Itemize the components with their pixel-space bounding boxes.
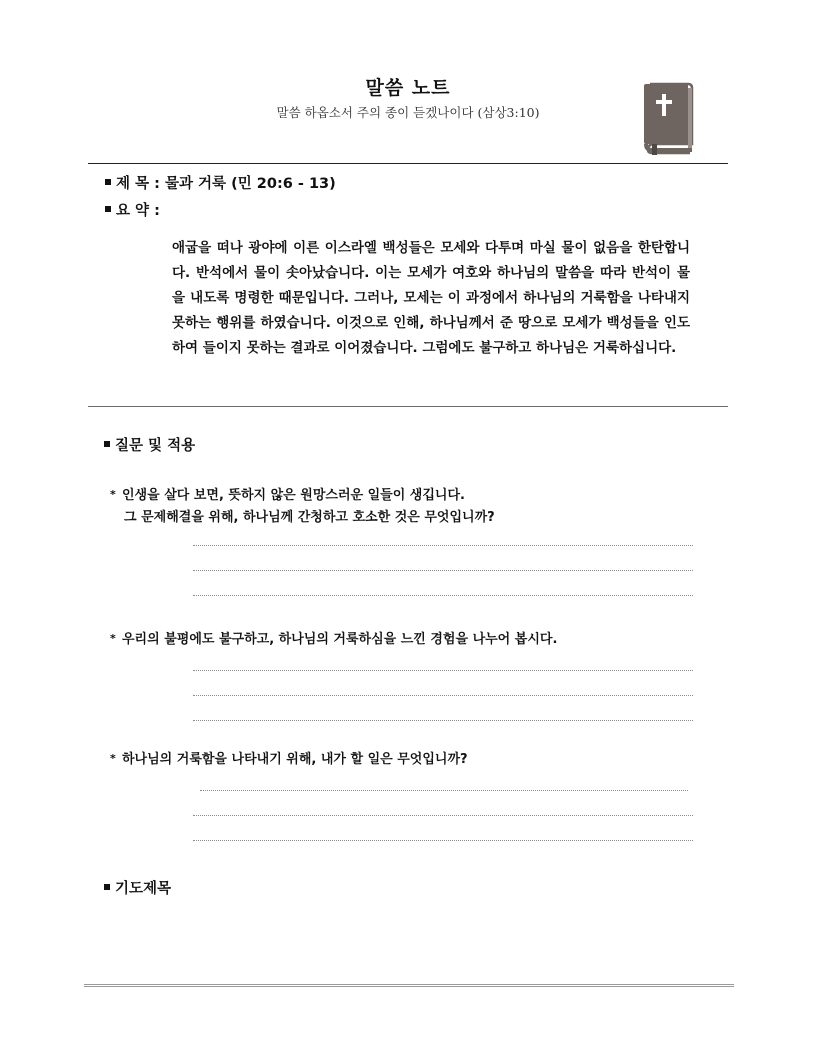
asterisk-bullet: *: [110, 632, 116, 645]
answer-line[interactable]: [193, 545, 693, 546]
question-text: 인생을 살다 보면, 뜻하지 않은 원망스러운 일들이 생깁니다.: [122, 488, 465, 503]
page-subtitle-verse: 말씀 하옵소서 주의 종이 듣겠나이다 (삼상3:10): [276, 105, 540, 120]
prayer-heading: [104, 877, 171, 898]
question-text-continued: 그 문제해결을 위해, 하나님께 간청하고 호소한 것은 무엇입니까?: [124, 510, 495, 525]
answer-line[interactable]: [193, 720, 693, 721]
answer-line[interactable]: [193, 815, 693, 816]
section-divider: [88, 406, 728, 407]
header-divider: [88, 163, 728, 164]
answer-line[interactable]: [193, 570, 693, 571]
title-label: 제 목 :: [116, 176, 165, 192]
title-value: 물과 거룩 (민 20:6 - 13): [164, 176, 336, 192]
questions-heading: [104, 434, 195, 455]
summary-label: 요 약 :: [116, 203, 160, 219]
asterisk-bullet: *: [110, 488, 116, 501]
asterisk-bullet: *: [110, 752, 116, 765]
bullet-square-icon: [104, 884, 110, 890]
bible-book-icon: [640, 80, 696, 156]
question-item: [110, 484, 495, 529]
prayer-heading-label: 기도제목: [115, 881, 172, 897]
bullet-square-icon: [105, 206, 111, 212]
summary-field: [105, 199, 160, 220]
summary-text: 애굽을 떠나 광야에 이른 이스라엘 백성들은 모세와 다투며 마실 물이 없음을 한탄합니다. 반석에서 물이 솟아났습니다. 이는 모세가 여호와 하나님의 말씀을 따라 반석이 물을 내도록 명령한 때문입니다. 그러나, 모세는 이 과정에서 하나님의 거룩함을 나타내지 못하는 행위를 하였습니다. 이것으로 인해, 하나님께서 준 땅으로 모세가 백성들을 인도하여 들이지 못하는 결과로 이어졌습니다. 그럼에도 불구하고 하나님은 거룩하십니다.: [172, 240, 690, 356]
question-text: 우리의 불평에도 불구하고, 하나님의 거룩하심을 느낀 경험을 나누어 봅시다.: [122, 632, 558, 647]
answer-line[interactable]: [200, 790, 688, 791]
question-item: [110, 748, 468, 771]
question-text: 하나님의 거룩함을 나타내기 위해, 내가 할 일은 무엇입니까?: [122, 752, 468, 767]
answer-line[interactable]: [193, 840, 693, 841]
answer-line[interactable]: [193, 595, 693, 596]
page-title: 말씀 노트: [365, 77, 451, 99]
answer-line[interactable]: [193, 670, 693, 671]
questions-heading-label: 질문 및 적용: [115, 438, 196, 454]
footer-divider: [84, 984, 734, 987]
bullet-square-icon: [104, 441, 110, 447]
question-item: [110, 628, 557, 651]
sermon-title-field: [105, 172, 336, 193]
answer-line[interactable]: [193, 695, 693, 696]
bullet-square-icon: [105, 179, 111, 185]
